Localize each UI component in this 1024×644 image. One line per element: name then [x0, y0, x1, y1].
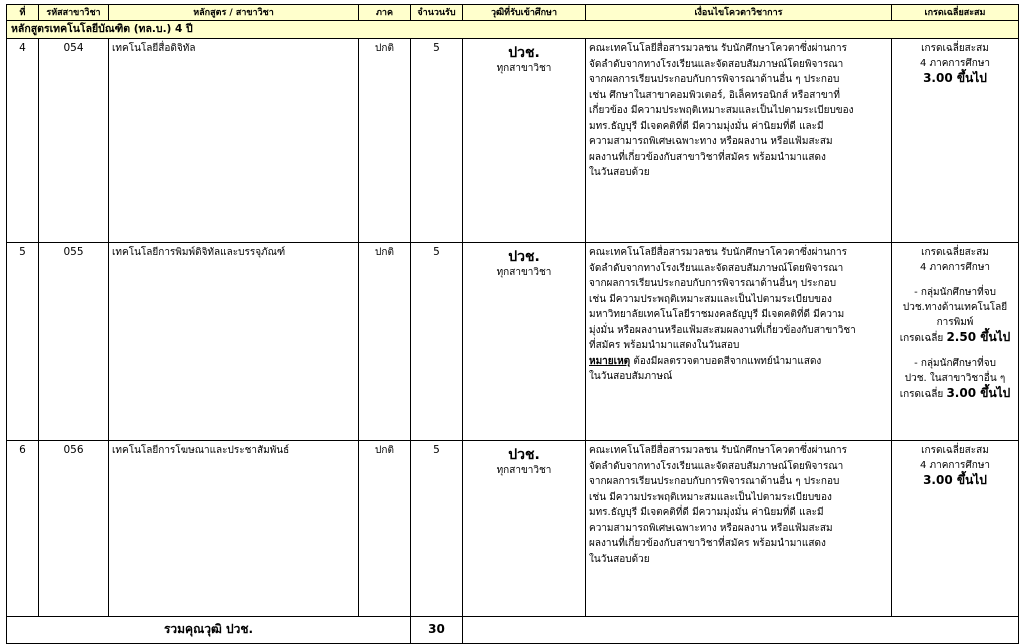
- grade-line: เกรดเฉลี่ยสะสม: [921, 247, 989, 258]
- grade-group-line: การพิมพ์: [936, 317, 974, 328]
- row-degree: ปวช.: [508, 249, 540, 265]
- condition-line: คณะเทคโนโลยีสื่อสารมวลชน รับนักศึกษาโควตาซึ่งผ่านการ: [589, 445, 847, 456]
- row-code: 056: [39, 441, 109, 617]
- condition-line: จากผลการเรียนประกอบกับการพิจารณาด้านอื่นๆ ประกอบ: [589, 278, 837, 289]
- grade-group-line: ปวช.ทางด้านเทคโนโลยี: [902, 302, 1008, 313]
- condition-line: ที่สมัคร พร้อมนำมาแสดงในวันสอบ: [589, 340, 740, 351]
- grade-group-value-line: [895, 386, 1015, 402]
- row-degree: ปวช.: [508, 45, 540, 61]
- grade-value: 2.50 ขึ้นไป: [946, 330, 1011, 344]
- table-row: [7, 441, 1019, 617]
- grade-value: 3.00 ขึ้นไป: [923, 473, 987, 487]
- note-line-2: ในวันสอบสัมภาษณ์: [589, 371, 673, 382]
- grade-spacer: [895, 275, 1015, 285]
- row-quota: 5: [411, 243, 463, 441]
- grade-spacer: [895, 346, 1015, 356]
- grade-line: 4 ภาคการศึกษา: [919, 58, 991, 69]
- grade-line: เกรดเฉลี่ยสะสม: [921, 445, 989, 456]
- row-degree-sub: ทุกสาขาวิชา: [496, 267, 552, 278]
- condition-line: ความสามารถพิเศษเฉพาะทาง หรือผลงาน หรือแฟ้มสะสม: [589, 136, 833, 147]
- row-no: 4: [7, 39, 39, 243]
- row-degree-cell: [463, 441, 586, 617]
- condition-line: มทร.ธัญบุรี มีเจตคติที่ดี มีความมุ่งมั่น ค่านิยมที่ดี และมี: [589, 507, 824, 518]
- row-program: เทคโนโลยีการพิมพ์ดิจิทัลและบรรจุภัณฑ์: [109, 243, 359, 441]
- row-grade: [892, 441, 1019, 617]
- header-condition: เงื่อนไขโควตาวิชาการ: [586, 5, 892, 21]
- row-condition: [586, 243, 892, 441]
- condition-line: มุ่งมั่น หรือผลงานหรือแฟ้มสะสมผลงานที่เกี่ยวข้องกับสาขาวิชา: [589, 324, 856, 336]
- condition-line: ผลงานที่เกี่ยวข้องกับสาขาวิชาที่สมัคร พร้อมนำมาแสดง: [589, 538, 826, 549]
- header-program: หลักสูตร / สาขาวิชา: [109, 5, 359, 21]
- row-degree-cell: [463, 39, 586, 243]
- row-program: เทคโนโลยีสื่อดิจิทัล: [109, 39, 359, 243]
- grade-prefix: เกรดเฉลี่ย: [899, 389, 944, 400]
- group-title: หลักสูตรเทคโนโลยีบัณฑิต (ทล.บ.) 4 ปี: [7, 21, 1019, 39]
- grade-group-line: - กลุ่มนักศึกษาที่จบ: [914, 287, 996, 298]
- row-degree-cell: [463, 243, 586, 441]
- condition-line: คณะเทคโนโลยีสื่อสารมวลชน รับนักศึกษาโควตาซึ่งผ่านการ: [589, 43, 847, 54]
- row-grade: [892, 39, 1019, 243]
- condition-line: มหาวิทยาลัยเทคโนโลยีราชมงคลธัญบุรี มีเจตคติที่ดี มีความ: [589, 309, 845, 320]
- table-row: [7, 39, 1019, 243]
- row-no: 5: [7, 243, 39, 441]
- note-line: [589, 354, 888, 370]
- condition-line: เช่น มีความประพฤติเหมาะสมและเป็นไปตามระเบียบของ: [589, 293, 832, 305]
- total-empty: [463, 617, 1019, 644]
- condition-line: จากผลการเรียนประกอบกับการพิจารณาด้านอื่น ๆ ประกอบ: [589, 476, 840, 487]
- condition-line: จัดลำดับจากทางโรงเรียนและจัดสอบสัมภาษณ์โดยพิจารณา: [589, 460, 844, 472]
- grade-group-value-line: [895, 330, 1015, 346]
- table-row: [7, 243, 1019, 441]
- condition-line: ความสามารถพิเศษเฉพาะทาง หรือผลงาน หรือแฟ้มสะสม: [589, 522, 833, 534]
- condition-line: มทร.ธัญบุรี มีเจตคติที่ดี มีความมุ่งมั่น ค่านิยมที่ดี และมี: [589, 120, 824, 132]
- group-row: [7, 21, 1019, 39]
- row-code: 055: [39, 243, 109, 441]
- row-quota: 5: [411, 39, 463, 243]
- condition-line: เกี่ยวข้อง มีความประพฤติเหมาะสมและเป็นไปตามระเบียบของ: [589, 105, 854, 116]
- condition-line: จัดลำดับจากทางโรงเรียนและจัดสอบสัมภาษณ์โดยพิจารณา: [589, 58, 844, 70]
- grade-prefix: เกรดเฉลี่ย: [899, 333, 944, 344]
- condition-line: ในวันสอบด้วย: [589, 553, 650, 565]
- condition-line: จากผลการเรียนประกอบกับการพิจารณาด้านอื่น ๆ ประกอบ: [589, 74, 840, 85]
- header-no: ที่: [7, 5, 39, 21]
- row-session: ปกติ: [359, 39, 411, 243]
- header-grade: เกรดเฉลี่ยสะสม: [892, 5, 1019, 21]
- header-row: [7, 5, 1019, 21]
- row-quota: 5: [411, 441, 463, 617]
- condition-line: จัดลำดับจากทางโรงเรียนและจัดสอบสัมภาษณ์โดยพิจารณา: [589, 262, 844, 274]
- row-session: ปกติ: [359, 441, 411, 617]
- grade-line: 4 ภาคการศึกษา: [919, 460, 991, 471]
- condition-line: เช่น ศึกษาในสาขาคอมพิวเตอร์, อิเล็คทรอนิกส์ หรือสาขาที่: [589, 89, 840, 101]
- row-condition: [586, 441, 892, 617]
- note-text: ต้องมีผลตรวจตาบอดสีจากแพทย์นำมาแสดง: [630, 355, 822, 367]
- row-degree-sub: ทุกสาขาวิชา: [496, 465, 552, 476]
- grade-value: 3.00 ขึ้นไป: [923, 71, 987, 85]
- grade-line: 4 ภาคการศึกษา: [919, 262, 991, 273]
- condition-line: ในวันสอบด้วย: [589, 167, 650, 178]
- row-code: 054: [39, 39, 109, 243]
- header-code: รหัสสาขาวิชา: [39, 5, 109, 21]
- row-degree: ปวช.: [508, 447, 540, 463]
- row-grade: [892, 243, 1019, 441]
- total-label: รวมคุณวุฒิ ปวช.: [7, 617, 411, 644]
- grade-group-line: ปวช. ในสาขาวิชาอื่น ๆ: [904, 373, 1006, 384]
- row-degree-sub: ทุกสาขาวิชา: [496, 63, 552, 74]
- row-condition: [586, 39, 892, 243]
- total-value: 30: [411, 617, 463, 644]
- condition-line: คณะเทคโนโลยีสื่อสารมวลชน รับนักศึกษาโควตาซึ่งผ่านการ: [589, 247, 847, 258]
- condition-line: ผลงานที่เกี่ยวข้องกับสาขาวิชาที่สมัคร พร้อมนำมาแสดง: [589, 151, 826, 163]
- row-program: เทคโนโลยีการโฆษณาและประชาสัมพันธ์: [109, 441, 359, 617]
- quota-table: [6, 4, 1019, 644]
- row-no: 6: [7, 441, 39, 617]
- header-degree: วุฒิที่รับเข้าศึกษา: [463, 5, 586, 21]
- condition-line: เช่น มีความประพฤติเหมาะสมและเป็นไปตามระเบียบของ: [589, 491, 832, 503]
- note-label: หมายเหตุ: [589, 355, 631, 367]
- quota-table-container: [6, 4, 1018, 644]
- row-session: ปกติ: [359, 243, 411, 441]
- grade-value: 3.00 ขึ้นไป: [946, 386, 1011, 400]
- grade-line: เกรดเฉลี่ยสะสม: [921, 43, 989, 54]
- total-row: [7, 617, 1019, 644]
- grade-group-line: - กลุ่มนักศึกษาที่จบ: [914, 358, 996, 369]
- header-quota: จำนวนรับ: [411, 5, 463, 21]
- header-session: ภาค: [359, 5, 411, 21]
